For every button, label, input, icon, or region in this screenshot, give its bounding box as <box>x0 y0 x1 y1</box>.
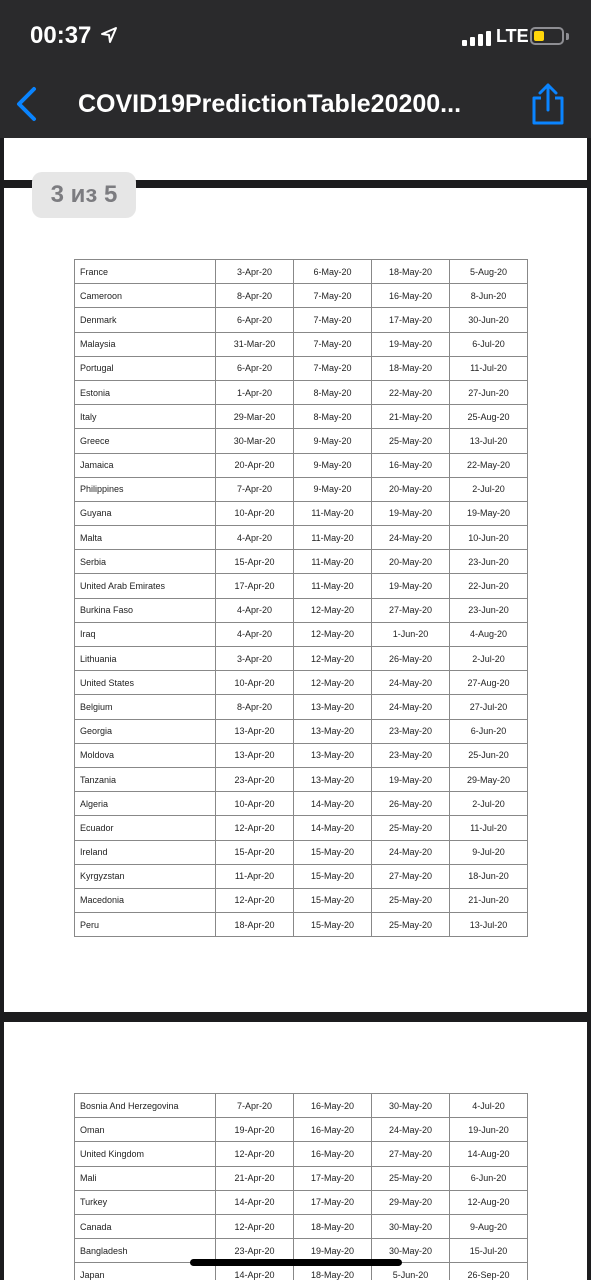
date-cell: 7-May-20 <box>294 308 372 332</box>
date-cell: 7-May-20 <box>294 284 372 308</box>
date-cell: 15-Apr-20 <box>216 550 294 574</box>
table-row <box>75 1094 528 1118</box>
document-page-next <box>4 1022 587 1280</box>
table-row <box>75 380 528 404</box>
document-viewer[interactable] <box>0 138 591 1280</box>
date-cell: 10-Jun-20 <box>450 526 528 550</box>
date-cell: 4-Apr-20 <box>216 622 294 646</box>
date-cell: 4-Apr-20 <box>216 526 294 550</box>
country-cell: Estonia <box>75 380 216 404</box>
table-row <box>75 840 528 864</box>
date-cell: 8-Jun-20 <box>450 284 528 308</box>
date-cell: 19-May-20 <box>294 1239 372 1263</box>
date-cell: 1-Apr-20 <box>216 380 294 404</box>
table-row <box>75 477 528 501</box>
date-cell: 7-May-20 <box>294 332 372 356</box>
date-cell: 26-Sep-20 <box>450 1263 528 1280</box>
date-cell: 13-May-20 <box>294 695 372 719</box>
date-cell: 23-Jun-20 <box>450 550 528 574</box>
date-cell: 27-May-20 <box>372 598 450 622</box>
date-cell: 10-Apr-20 <box>216 792 294 816</box>
country-cell: Bangladesh <box>75 1239 216 1263</box>
date-cell: 20-May-20 <box>372 477 450 501</box>
country-cell: United Arab Emirates <box>75 574 216 598</box>
date-cell: 24-May-20 <box>372 695 450 719</box>
table-row <box>75 864 528 888</box>
date-cell: 25-May-20 <box>372 888 450 912</box>
date-cell: 12-May-20 <box>294 647 372 671</box>
date-cell: 30-Jun-20 <box>450 308 528 332</box>
date-cell: 11-May-20 <box>294 501 372 525</box>
country-cell: Serbia <box>75 550 216 574</box>
date-cell: 21-Jun-20 <box>450 888 528 912</box>
date-cell: 19-May-20 <box>372 767 450 791</box>
date-cell: 13-Jul-20 <box>450 913 528 937</box>
country-cell: Malaysia <box>75 332 216 356</box>
date-cell: 12-Aug-20 <box>450 1190 528 1214</box>
date-cell: 10-Apr-20 <box>216 501 294 525</box>
table-row <box>75 671 528 695</box>
country-cell: United States <box>75 671 216 695</box>
country-cell: Oman <box>75 1118 216 1142</box>
date-cell: 12-Apr-20 <box>216 1214 294 1238</box>
table-row <box>75 1142 528 1166</box>
date-cell: 6-Jul-20 <box>450 332 528 356</box>
date-cell: 10-Apr-20 <box>216 671 294 695</box>
date-cell: 22-May-20 <box>372 380 450 404</box>
date-cell: 18-Apr-20 <box>216 913 294 937</box>
date-cell: 2-Jul-20 <box>450 792 528 816</box>
date-cell: 4-Apr-20 <box>216 598 294 622</box>
country-cell: Georgia <box>75 719 216 743</box>
country-cell: Turkey <box>75 1190 216 1214</box>
date-cell: 23-Jun-20 <box>450 598 528 622</box>
location-arrow-icon <box>100 26 118 44</box>
country-cell: Macedonia <box>75 888 216 912</box>
date-cell: 17-May-20 <box>372 308 450 332</box>
date-cell: 30-Mar-20 <box>216 429 294 453</box>
date-cell: 13-Apr-20 <box>216 743 294 767</box>
date-cell: 6-Apr-20 <box>216 356 294 380</box>
table-row <box>75 405 528 429</box>
date-cell: 2-Jul-20 <box>450 647 528 671</box>
date-cell: 25-Aug-20 <box>450 405 528 429</box>
date-cell: 18-Jun-20 <box>450 864 528 888</box>
date-cell: 8-May-20 <box>294 380 372 404</box>
date-cell: 20-Apr-20 <box>216 453 294 477</box>
date-cell: 6-Jun-20 <box>450 1166 528 1190</box>
page-indicator: 3 из 5 <box>32 172 136 218</box>
table-row <box>75 308 528 332</box>
date-cell: 17-May-20 <box>294 1166 372 1190</box>
date-cell: 12-May-20 <box>294 622 372 646</box>
country-cell: Algeria <box>75 792 216 816</box>
date-cell: 3-Apr-20 <box>216 647 294 671</box>
country-cell: Guyana <box>75 501 216 525</box>
date-cell: 22-May-20 <box>450 453 528 477</box>
date-cell: 13-May-20 <box>294 743 372 767</box>
table-row <box>75 695 528 719</box>
back-button[interactable] <box>8 84 48 124</box>
table-row <box>75 598 528 622</box>
table-row <box>75 888 528 912</box>
country-cell: Tanzania <box>75 767 216 791</box>
date-cell: 23-Apr-20 <box>216 1239 294 1263</box>
date-cell: 19-May-20 <box>450 501 528 525</box>
prediction-table-continued <box>74 1093 528 1280</box>
date-cell: 4-Jul-20 <box>450 1094 528 1118</box>
country-cell: Mali <box>75 1166 216 1190</box>
date-cell: 24-May-20 <box>372 1118 450 1142</box>
network-type: LTE <box>496 26 529 46</box>
table-row <box>75 332 528 356</box>
date-cell: 12-May-20 <box>294 598 372 622</box>
battery-cap <box>566 33 569 40</box>
date-cell: 15-May-20 <box>294 888 372 912</box>
home-indicator[interactable] <box>190 1259 402 1266</box>
date-cell: 17-May-20 <box>294 1190 372 1214</box>
date-cell: 19-Jun-20 <box>450 1118 528 1142</box>
date-cell: 18-May-20 <box>294 1263 372 1280</box>
table-row <box>75 719 528 743</box>
date-cell: 6-Jun-20 <box>450 719 528 743</box>
date-cell: 9-May-20 <box>294 453 372 477</box>
date-cell: 15-May-20 <box>294 913 372 937</box>
table-row <box>75 767 528 791</box>
date-cell: 16-May-20 <box>372 284 450 308</box>
table-row <box>75 622 528 646</box>
date-cell: 9-May-20 <box>294 429 372 453</box>
prediction-table <box>74 259 528 937</box>
date-cell: 13-May-20 <box>294 719 372 743</box>
date-cell: 11-Jul-20 <box>450 356 528 380</box>
date-cell: 1-Jun-20 <box>372 622 450 646</box>
date-cell: 14-Apr-20 <box>216 1190 294 1214</box>
date-cell: 27-Aug-20 <box>450 671 528 695</box>
table-row <box>75 792 528 816</box>
country-cell: Jamaica <box>75 453 216 477</box>
document-page <box>4 188 587 1012</box>
table-row <box>75 574 528 598</box>
table-row <box>75 453 528 477</box>
country-cell: Moldova <box>75 743 216 767</box>
date-cell: 24-May-20 <box>372 840 450 864</box>
date-cell: 30-May-20 <box>372 1239 450 1263</box>
country-cell: Ecuador <box>75 816 216 840</box>
date-cell: 8-Apr-20 <box>216 695 294 719</box>
date-cell: 12-Apr-20 <box>216 1142 294 1166</box>
date-cell: 24-May-20 <box>372 526 450 550</box>
date-cell: 3-Apr-20 <box>216 260 294 284</box>
date-cell: 18-May-20 <box>294 1214 372 1238</box>
date-cell: 29-Mar-20 <box>216 405 294 429</box>
date-cell: 15-May-20 <box>294 840 372 864</box>
table-row <box>75 1118 528 1142</box>
date-cell: 11-Apr-20 <box>216 864 294 888</box>
date-cell: 9-Jul-20 <box>450 840 528 864</box>
date-cell: 27-Jul-20 <box>450 695 528 719</box>
battery-icon <box>530 27 564 45</box>
table-row <box>75 743 528 767</box>
country-cell: Malta <box>75 526 216 550</box>
date-cell: 21-Apr-20 <box>216 1166 294 1190</box>
date-cell: 24-May-20 <box>372 671 450 695</box>
share-button[interactable] <box>528 82 568 126</box>
date-cell: 21-May-20 <box>372 405 450 429</box>
nav-bar <box>0 70 591 138</box>
date-cell: 5-Jun-20 <box>372 1263 450 1280</box>
date-cell: 12-May-20 <box>294 671 372 695</box>
table-row <box>75 526 528 550</box>
signal-strength-icon <box>462 30 492 46</box>
date-cell: 12-Apr-20 <box>216 816 294 840</box>
date-cell: 14-Apr-20 <box>216 1263 294 1280</box>
country-cell: Belgium <box>75 695 216 719</box>
date-cell: 6-Apr-20 <box>216 308 294 332</box>
date-cell: 12-Apr-20 <box>216 888 294 912</box>
table-row <box>75 550 528 574</box>
date-cell: 19-May-20 <box>372 574 450 598</box>
date-cell: 11-May-20 <box>294 526 372 550</box>
country-cell: France <box>75 260 216 284</box>
date-cell: 20-May-20 <box>372 550 450 574</box>
date-cell: 11-May-20 <box>294 574 372 598</box>
date-cell: 6-May-20 <box>294 260 372 284</box>
date-cell: 23-May-20 <box>372 743 450 767</box>
date-cell: 30-May-20 <box>372 1094 450 1118</box>
date-cell: 22-Jun-20 <box>450 574 528 598</box>
date-cell: 8-May-20 <box>294 405 372 429</box>
country-cell: Burkina Faso <box>75 598 216 622</box>
date-cell: 16-May-20 <box>294 1118 372 1142</box>
date-cell: 5-Aug-20 <box>450 260 528 284</box>
date-cell: 27-May-20 <box>372 1142 450 1166</box>
date-cell: 7-Apr-20 <box>216 1094 294 1118</box>
country-cell: Cameroon <box>75 284 216 308</box>
date-cell: 16-May-20 <box>294 1142 372 1166</box>
date-cell: 14-May-20 <box>294 792 372 816</box>
date-cell: 4-Aug-20 <box>450 622 528 646</box>
date-cell: 19-May-20 <box>372 332 450 356</box>
date-cell: 18-May-20 <box>372 356 450 380</box>
table-row <box>75 913 528 937</box>
date-cell: 16-May-20 <box>294 1094 372 1118</box>
table-row <box>75 816 528 840</box>
date-cell: 27-Jun-20 <box>450 380 528 404</box>
date-cell: 23-May-20 <box>372 719 450 743</box>
date-cell: 27-May-20 <box>372 864 450 888</box>
date-cell: 9-Aug-20 <box>450 1214 528 1238</box>
table-row <box>75 501 528 525</box>
date-cell: 25-May-20 <box>372 1166 450 1190</box>
date-cell: 17-Apr-20 <box>216 574 294 598</box>
date-cell: 19-Apr-20 <box>216 1118 294 1142</box>
date-cell: 13-May-20 <box>294 767 372 791</box>
country-cell: Japan <box>75 1263 216 1280</box>
table-row <box>75 356 528 380</box>
country-cell: Italy <box>75 405 216 429</box>
table-row <box>75 284 528 308</box>
date-cell: 25-May-20 <box>372 913 450 937</box>
country-cell: United Kingdom <box>75 1142 216 1166</box>
country-cell: Lithuania <box>75 647 216 671</box>
date-cell: 11-Jul-20 <box>450 816 528 840</box>
table-row <box>75 260 528 284</box>
date-cell: 7-May-20 <box>294 356 372 380</box>
date-cell: 29-May-20 <box>450 767 528 791</box>
document-title: COVID19PredictionTable20200... <box>78 90 462 118</box>
country-cell: Denmark <box>75 308 216 332</box>
country-cell: Canada <box>75 1214 216 1238</box>
date-cell: 19-May-20 <box>372 501 450 525</box>
date-cell: 25-Jun-20 <box>450 743 528 767</box>
date-cell: 14-May-20 <box>294 816 372 840</box>
date-cell: 13-Apr-20 <box>216 719 294 743</box>
country-cell: Kyrgyzstan <box>75 864 216 888</box>
table-row <box>75 1166 528 1190</box>
date-cell: 26-May-20 <box>372 647 450 671</box>
country-cell: Bosnia And Herzegovina <box>75 1094 216 1118</box>
date-cell: 8-Apr-20 <box>216 284 294 308</box>
date-cell: 23-Apr-20 <box>216 767 294 791</box>
date-cell: 29-May-20 <box>372 1190 450 1214</box>
date-cell: 16-May-20 <box>372 453 450 477</box>
status-time: 00:37 <box>30 22 92 49</box>
status-bar <box>0 0 591 70</box>
date-cell: 2-Jul-20 <box>450 477 528 501</box>
date-cell: 15-May-20 <box>294 864 372 888</box>
date-cell: 31-Mar-20 <box>216 332 294 356</box>
date-cell: 25-May-20 <box>372 816 450 840</box>
date-cell: 11-May-20 <box>294 550 372 574</box>
table-row <box>75 429 528 453</box>
date-cell: 14-Aug-20 <box>450 1142 528 1166</box>
country-cell: Portugal <box>75 356 216 380</box>
date-cell: 13-Jul-20 <box>450 429 528 453</box>
country-cell: Greece <box>75 429 216 453</box>
table-row <box>75 1190 528 1214</box>
date-cell: 15-Apr-20 <box>216 840 294 864</box>
date-cell: 18-May-20 <box>372 260 450 284</box>
date-cell: 25-May-20 <box>372 429 450 453</box>
country-cell: Philippines <box>75 477 216 501</box>
date-cell: 30-May-20 <box>372 1214 450 1238</box>
country-cell: Peru <box>75 913 216 937</box>
date-cell: 15-Jul-20 <box>450 1239 528 1263</box>
table-row <box>75 1214 528 1238</box>
table-row <box>75 647 528 671</box>
date-cell: 9-May-20 <box>294 477 372 501</box>
country-cell: Ireland <box>75 840 216 864</box>
country-cell: Iraq <box>75 622 216 646</box>
date-cell: 26-May-20 <box>372 792 450 816</box>
date-cell: 7-Apr-20 <box>216 477 294 501</box>
